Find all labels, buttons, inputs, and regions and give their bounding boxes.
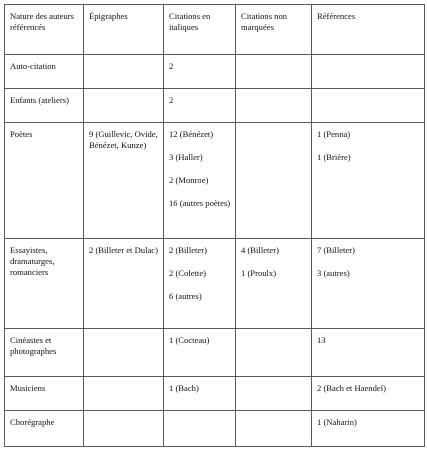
header-cell-italiques: Citations en italiques <box>164 5 236 55</box>
cell-references <box>312 377 425 411</box>
cell-value: 3 (Haller) <box>169 152 203 162</box>
table-row <box>5 239 425 329</box>
cell-value: 2 (Monroe) <box>169 175 209 185</box>
table-row <box>5 123 425 239</box>
cell-italiques <box>164 411 236 447</box>
row-label: Auto-citation <box>10 61 56 71</box>
cell-value: 16 (autres poètes) <box>169 198 231 208</box>
cell-value: 13 <box>317 335 326 345</box>
cell-epigraphes <box>84 89 164 123</box>
cell-epigraphes <box>84 239 164 329</box>
table-row <box>5 377 425 411</box>
cell-value: 2 <box>169 95 174 105</box>
cell-italiques <box>164 55 236 89</box>
cell-value: 2 (Colette) <box>169 268 206 278</box>
row-label: Essayistes, dramaturges, romanciers <box>10 245 55 277</box>
cell-value: 2 <box>169 61 174 71</box>
row-label-cell <box>5 377 84 411</box>
cell-value: 2 (Bach et Haendel) <box>317 383 386 393</box>
cell-non-marquees <box>236 55 312 89</box>
cell-references <box>312 89 425 123</box>
header-cell-references: Références <box>312 5 425 55</box>
header-cell-epigraphes: Épigraphes <box>84 5 164 55</box>
cell-value: 9 (Guillevic, Ovide, Bénézet, Kunze) <box>89 129 158 150</box>
cell-references <box>312 411 425 447</box>
cell-value: 6 (autres) <box>169 291 202 301</box>
cell-epigraphes <box>84 411 164 447</box>
cell-value: 2 (Billeter et Dulac) <box>89 245 158 255</box>
row-label-cell <box>5 123 84 239</box>
cell-value: 2 (Billeter) <box>169 245 207 255</box>
cell-non-marquees <box>236 377 312 411</box>
table-row <box>5 329 425 377</box>
table-row <box>5 89 425 123</box>
header-cell-non-marquees: Citations non marquées <box>236 5 312 55</box>
cell-references <box>312 239 425 329</box>
cell-italiques <box>164 239 236 329</box>
cell-non-marquees <box>236 411 312 447</box>
row-label-cell <box>5 411 84 447</box>
cell-italiques <box>164 377 236 411</box>
cell-italiques <box>164 89 236 123</box>
cell-value: 3 (autres) <box>317 268 350 278</box>
cell-references <box>312 55 425 89</box>
cell-value: 7 (Billeter) <box>317 245 355 255</box>
row-label: Musiciens <box>10 383 46 393</box>
cell-epigraphes <box>84 123 164 239</box>
cell-non-marquees <box>236 239 312 329</box>
table-body <box>5 5 425 447</box>
cell-references <box>312 329 425 377</box>
cell-italiques <box>164 329 236 377</box>
cell-non-marquees <box>236 329 312 377</box>
row-label-cell <box>5 55 84 89</box>
cell-value: 12 (Bénézet) <box>169 129 214 139</box>
cell-value: 1 (Brière) <box>317 152 351 162</box>
row-label: Cinéastes et photographes <box>10 335 57 356</box>
cell-epigraphes <box>84 377 164 411</box>
cell-epigraphes <box>84 329 164 377</box>
cell-value: 1 (Naharin) <box>317 417 357 427</box>
header-row <box>5 5 425 55</box>
table-row <box>5 55 425 89</box>
cell-value: 1 (Penna) <box>317 129 351 139</box>
cell-non-marquees <box>236 123 312 239</box>
cell-value: 1 (Proulx) <box>241 268 277 278</box>
cell-non-marquees <box>236 89 312 123</box>
cell-value: 1 (Cocteau) <box>169 335 210 345</box>
header-cell-nature: Nature des auteurs référencés <box>5 5 84 55</box>
row-label-cell <box>5 89 84 123</box>
citation-table <box>4 4 425 447</box>
cell-value: 4 (Billeter) <box>241 245 279 255</box>
cell-value: 1 (Bach) <box>169 383 199 393</box>
row-label-cell <box>5 239 84 329</box>
row-label: Poètes <box>10 129 33 139</box>
cell-epigraphes <box>84 55 164 89</box>
cell-italiques <box>164 123 236 239</box>
table-row <box>5 411 425 447</box>
row-label-cell <box>5 329 84 377</box>
row-label: Chorégraphe <box>10 417 55 427</box>
cell-references <box>312 123 425 239</box>
row-label: Enfants (ateliers) <box>10 95 69 105</box>
